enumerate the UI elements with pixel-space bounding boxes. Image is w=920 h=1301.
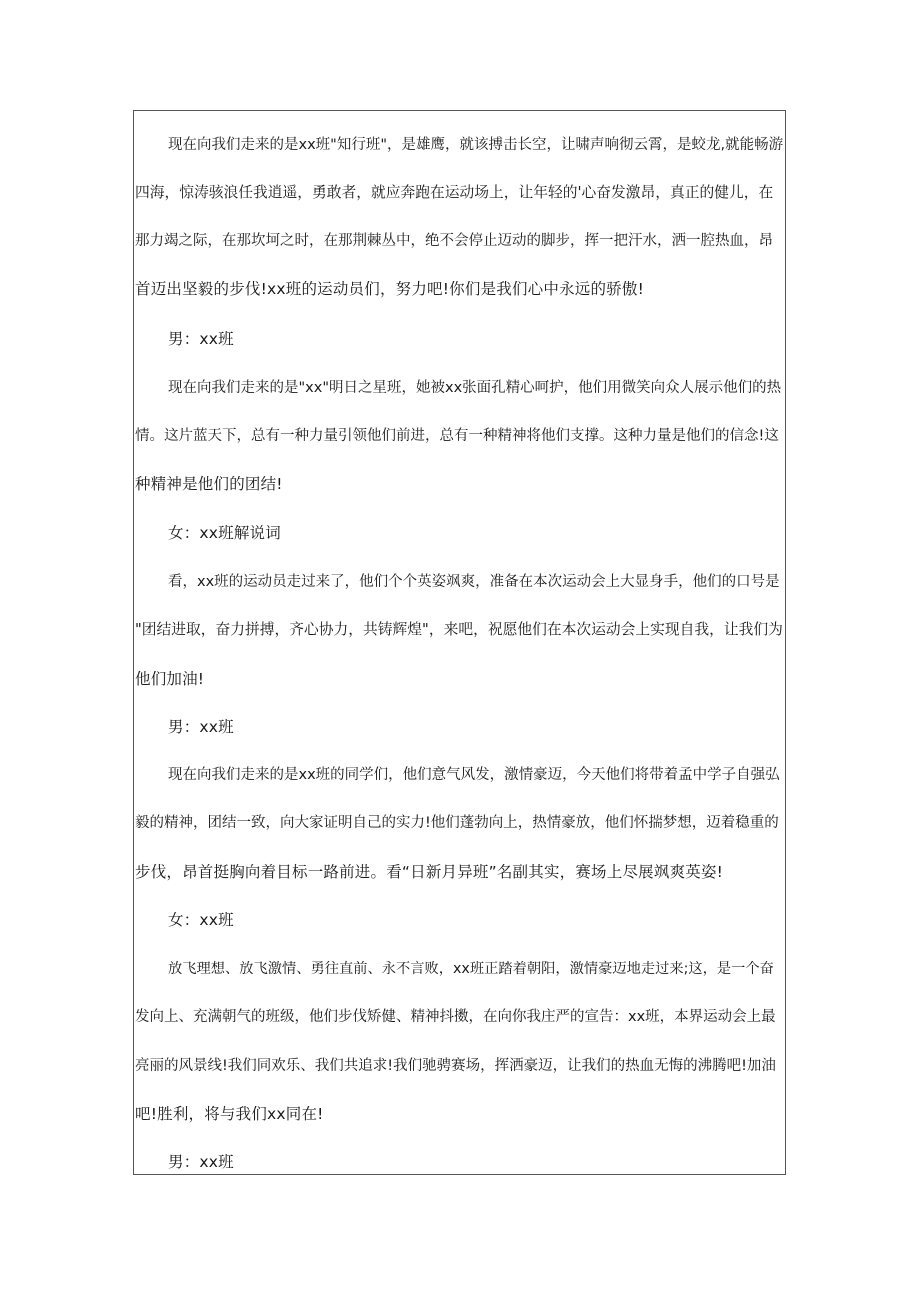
paragraph-1-line-2: 四海，惊涛骇浪任我逍遥，勇敢者，就应奔跑在运动场上，让年轻的'心奋发激昂，真正的健儿，在 <box>135 184 774 201</box>
document-body <box>134 111 785 1174</box>
paragraph-4-line-2: 毅的精神，团结一致，向大家证明自己的实力!他们蓬勃向上，热情豪放，他们怀揣梦想，迈着稳重的 <box>135 815 779 831</box>
paragraph-5-line-4: 吧!胜利，将与我们xx同在! <box>135 1105 324 1123</box>
paragraph-2-line-3: 种精神是他们的团结! <box>135 475 283 493</box>
speaker-label-2: 女：xx班解说词 <box>168 524 281 542</box>
paragraph-5-line-3: 亮丽的风景线!我们同欢乐、我们共追求!我们驰骋赛场，挥洒豪迈，让我们的热血无悔的沸腾吧!加油 <box>135 1058 776 1074</box>
paragraph-2-line-2: 情。这片蓝天下，总有一种力量引领他们前进，总有一种精神将他们支撑。这种力量是他们的信念!这 <box>135 428 779 444</box>
paragraph-4-line-1: 现在向我们走来的是xx班的同学们，他们意气风发，激情豪迈，今天他们将带着孟中学子自强弘 <box>168 767 780 783</box>
paragraph-3-line-1: 看，xx班的运动员走过来了，他们个个英姿飒爽，准备在本次运动会上大显身手，他们的口号是 <box>168 574 780 590</box>
speaker-label-3: 男：xx班 <box>168 718 234 736</box>
paragraph-5-line-2: 发向上、充满朝气的班级，他们步伐矫健、精神抖擞，在向你我庄严的宣告：xx班，本界运动会上最 <box>135 1009 776 1025</box>
paragraph-1-line-4: 首迈出坚毅的步伐!xx班的运动员们，努力吧!你们是我们心中永远的骄傲! <box>135 280 644 298</box>
paragraph-2-line-1: 现在向我们走来的是"xx"明日之星班，她被xx张面孔精心呵护，他们用微笑向众人展示他们的热 <box>168 380 782 396</box>
paragraph-4-line-3: 步伐，昂首挺胸向着目标一路前进。看“日新月异班”名副其实，赛场上尽展飒爽英姿! <box>135 863 724 881</box>
paragraph-1-line-1: 现在向我们走来的是xx班"知行班"，是雄鹰，就该搏击长空，让啸声响彻云霄，是蛟龙,就能畅游 <box>168 137 784 153</box>
speaker-label-4: 女：xx班 <box>168 911 234 929</box>
page-frame <box>133 110 786 1175</box>
speaker-label-5: 男：xx班 <box>168 1153 234 1171</box>
paragraph-3-line-3: 他们加油! <box>135 670 205 688</box>
paragraph-1-line-3: 那力竭之际，在那坎坷之时，在那荆棘丛中，绝不会停止迈动的脚步，挥一把汗水，洒一腔热血，昂 <box>135 233 773 249</box>
paragraph-3-line-2: "团结进取，奋力拼搏，齐心协力，共铸辉煌"，来吧，祝愿他们在本次运动会上实现自我，让我们为 <box>135 621 783 638</box>
paragraph-5-line-1: 放飞理想、放飞激情、勇往直前、永不言败，xx班正踏着朝阳，激情豪迈地走过来;这，是一个奋 <box>168 961 774 977</box>
speaker-label-1: 男：xx班 <box>168 330 234 348</box>
